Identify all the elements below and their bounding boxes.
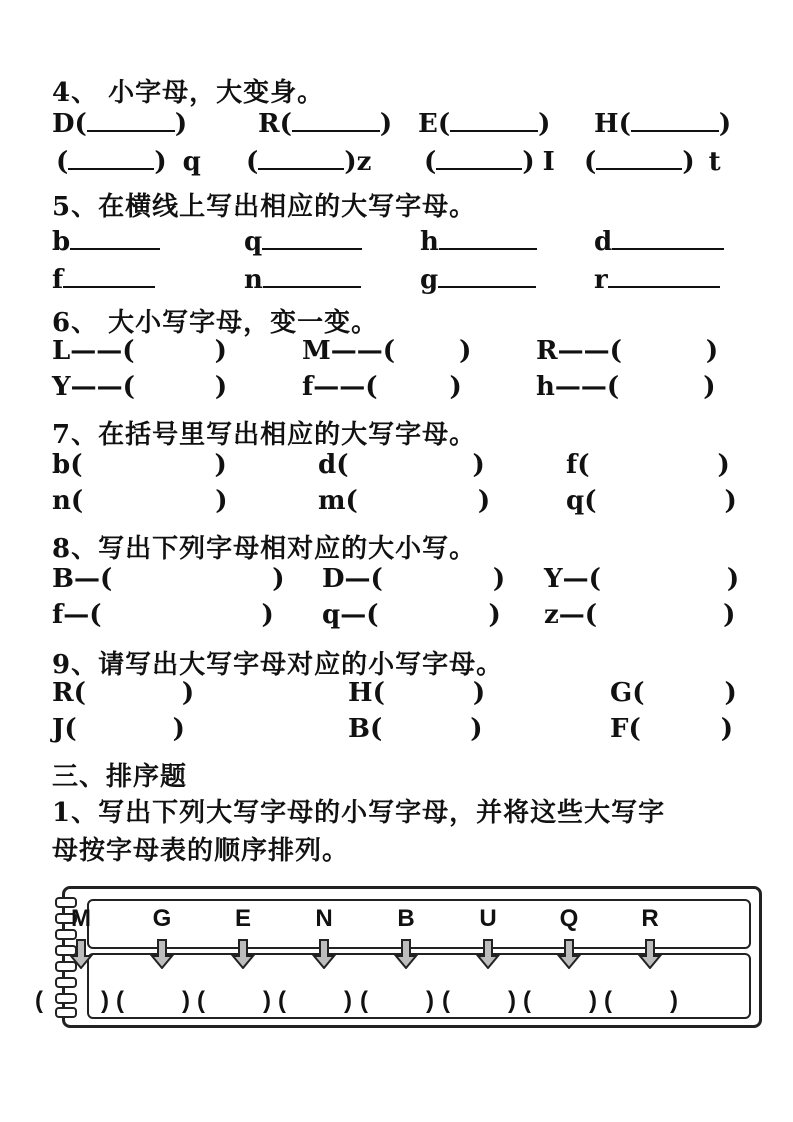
line-blank-item[interactable] (420, 224, 537, 257)
letter: h (420, 227, 439, 257)
letter: q (322, 600, 341, 630)
paren-item[interactable]: q ( ) (566, 486, 737, 516)
letter: R (52, 678, 74, 708)
dash-paren-item[interactable]: B —( ) (52, 564, 285, 594)
section-9-row-2 (0, 714, 793, 754)
section-4-title: 4、 小字母，大变身。 (52, 78, 325, 108)
paren-blank-item[interactable]: ( ) I (424, 144, 555, 177)
paren-item[interactable]: m ( ) (318, 486, 491, 516)
sort-letter: Q (559, 905, 579, 932)
section-9-title: 9、请写出大写字母对应的小写字母。 (52, 650, 504, 680)
part-3-title: 三、排序题 (52, 762, 188, 792)
dash-paren-item[interactable]: f —( ) (52, 600, 274, 630)
letter: z (544, 600, 559, 630)
dash-paren-item[interactable]: f ——( ) (302, 372, 462, 402)
letter: b (52, 227, 71, 257)
paren-item[interactable]: J ( ) (52, 714, 185, 744)
letter: F (610, 714, 629, 744)
letter: f (566, 450, 578, 480)
paren-blank-item[interactable]: ( ) z (246, 144, 371, 177)
dash-paren-item[interactable]: h ——( ) (536, 372, 716, 402)
paren-item[interactable]: B ( ) (348, 714, 483, 744)
letter: f (302, 372, 314, 402)
letter: m (318, 486, 346, 516)
section-4-row-1 (0, 106, 793, 146)
paren-blank-item[interactable]: E ( ) (418, 106, 550, 139)
section-8-row-1 (0, 564, 793, 604)
down-arrow-icon (69, 939, 93, 969)
paren-item[interactable]: R ( ) (52, 678, 195, 708)
dash-paren-item[interactable]: R ——( ) (536, 336, 719, 366)
letter: M (302, 336, 331, 366)
paren-item[interactable]: H ( ) (348, 678, 486, 708)
sort-letter: N (315, 905, 333, 932)
part-3-question-line-2: 母按字母表的顺序排列。 (52, 836, 350, 866)
paren-blank-item[interactable]: R ( ) (258, 106, 392, 139)
part-3-question-line-1: 1、写出下列大写字母的小写字母，并将这些大写字 (52, 798, 666, 828)
answer-paren[interactable]: ( ) (35, 987, 109, 1014)
answer-paren[interactable]: ( ) (523, 987, 597, 1014)
sort-letter: M (71, 905, 91, 932)
paren-item[interactable]: d ( ) (318, 450, 485, 480)
section-8-row-2 (0, 600, 793, 640)
letter: J (52, 714, 65, 744)
letter: h (536, 372, 555, 402)
answer-paren[interactable]: ( ) (116, 987, 190, 1014)
letter: f (52, 265, 64, 295)
letter: B (348, 714, 370, 744)
section-5-row-1 (0, 224, 793, 264)
sort-letter: B (397, 905, 415, 932)
letter: d (318, 450, 337, 480)
letter: q (244, 227, 263, 257)
notebook-frame (35, 886, 762, 1028)
answer-paren[interactable]: ( ) (197, 987, 271, 1014)
paren-item[interactable]: b ( ) (52, 450, 227, 480)
letter: r (594, 265, 608, 295)
letter: Y (52, 372, 71, 402)
section-8-title: 8、写出下列字母相对应的大小写。 (52, 534, 477, 564)
section-6-row-1 (0, 336, 793, 376)
down-arrow-icon (394, 939, 418, 969)
section-6-row-2 (0, 372, 793, 412)
line-blank-item[interactable] (420, 262, 536, 295)
line-blank-item[interactable] (594, 224, 724, 257)
down-arrow-icon (150, 939, 174, 969)
paren-item[interactable]: f ( ) (566, 450, 730, 480)
section-4-row-2 (0, 144, 793, 184)
line-blank-item[interactable] (594, 262, 720, 295)
down-arrow-icon (231, 939, 255, 969)
letter: G (610, 678, 633, 708)
letter: t (708, 147, 721, 177)
section-6-title: 6、 大小写字母，变一变。 (52, 308, 379, 338)
answer-paren[interactable]: ( ) (360, 987, 434, 1014)
letter: g (420, 265, 439, 295)
down-arrow-icon (557, 939, 581, 969)
section-5-title: 5、在横线上写出相应的大写字母。 (52, 192, 477, 222)
letter: R (258, 109, 280, 139)
letter: B (52, 564, 74, 594)
letter: q (566, 486, 585, 516)
sort-letter: U (479, 905, 497, 932)
line-blank-item[interactable] (244, 262, 361, 295)
letter: Y (544, 564, 563, 594)
paren-blank-item[interactable]: D ( ) (52, 106, 187, 139)
line-blank-item[interactable] (244, 224, 362, 257)
dash-paren-item[interactable]: Y —( ) (544, 564, 740, 594)
letter: L (52, 336, 71, 366)
letter: b (52, 450, 71, 480)
sort-letter: R (641, 905, 659, 932)
letter: D (52, 109, 75, 139)
letter: H (348, 678, 373, 708)
paren-blank-item[interactable]: ( ) t (584, 144, 721, 177)
dash-paren-item[interactable]: z —( ) (544, 600, 736, 630)
section-7-title: 7、在括号里写出相应的大写字母。 (52, 420, 477, 450)
letter: R (536, 336, 558, 366)
section-7-row-1 (0, 450, 793, 490)
dash-paren-item[interactable]: q —( ) (322, 600, 501, 630)
letter: n (52, 486, 71, 516)
letter: I (542, 147, 555, 177)
down-arrow-icon (312, 939, 336, 969)
answer-paren[interactable]: ( ) (442, 987, 516, 1014)
letter: f (52, 600, 64, 630)
dash-paren-item[interactable]: M ——( ) (302, 336, 472, 366)
answer-paren[interactable]: ( ) (604, 987, 678, 1014)
letter: q (182, 147, 201, 177)
letter: E (418, 109, 438, 139)
letter: n (244, 265, 263, 295)
down-arrow-icon (476, 939, 500, 969)
answer-paren[interactable]: ( ) (278, 987, 352, 1014)
letter: D (322, 564, 345, 594)
section-7-row-2 (0, 486, 793, 526)
paren-blank-item[interactable]: ( ) q (56, 144, 201, 177)
paren-item[interactable]: F ( ) (610, 714, 734, 744)
line-blank-item[interactable] (52, 262, 155, 295)
line-blank-item[interactable] (52, 224, 160, 257)
paren-item[interactable]: G ( ) (610, 678, 737, 708)
letter: d (594, 227, 613, 257)
section-5-row-2 (0, 262, 793, 302)
down-arrow-icon (638, 939, 662, 969)
letter: H (594, 109, 619, 139)
sort-letter: E (234, 905, 251, 932)
dash-paren-item[interactable]: Y ——( ) (52, 372, 228, 402)
sort-letter: G (152, 905, 172, 932)
letter: z (356, 147, 372, 177)
paren-item[interactable]: n ( ) (52, 486, 228, 516)
paren-blank-item[interactable]: H ( ) (594, 106, 731, 139)
dash-paren-item[interactable]: D —( ) (322, 564, 506, 594)
section-9-row-1 (0, 678, 793, 718)
dash-paren-item[interactable]: L ——( ) (52, 336, 227, 366)
